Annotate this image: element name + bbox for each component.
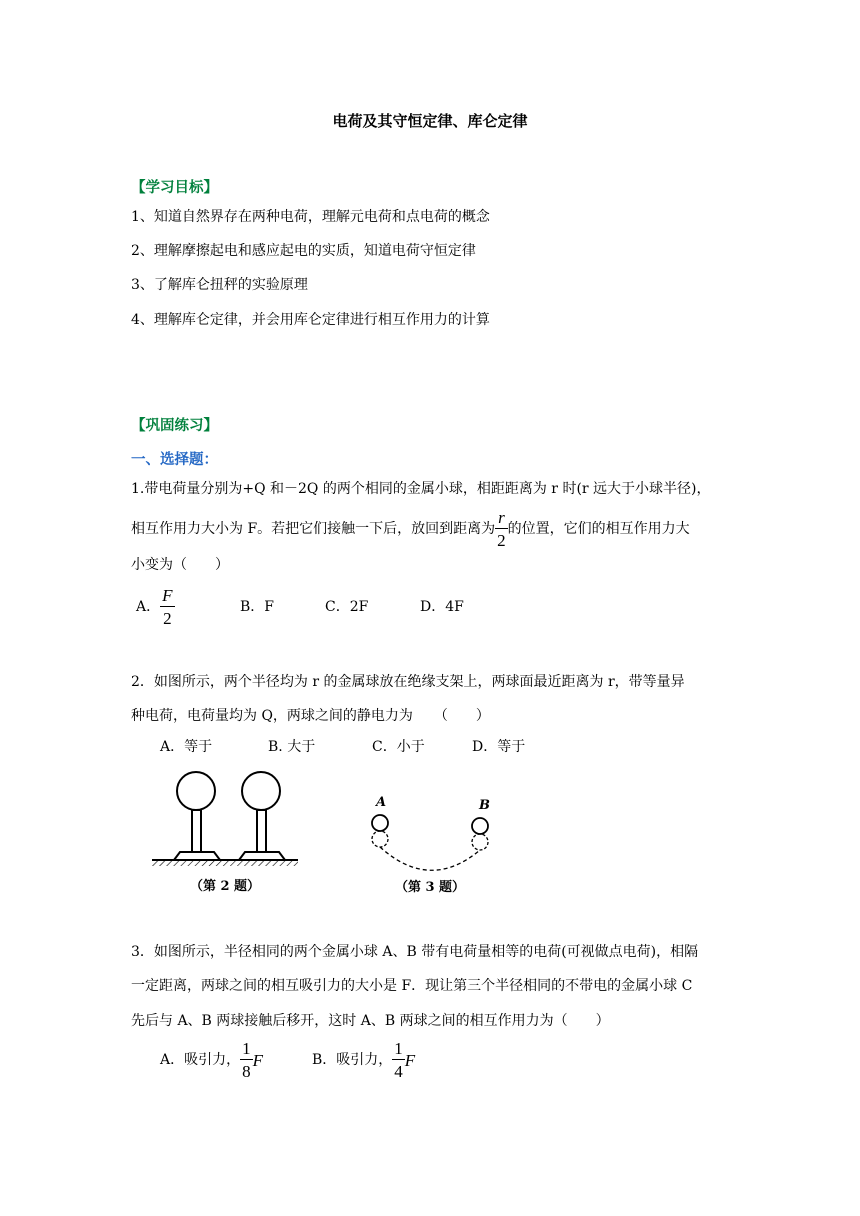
- right-stand: [257, 810, 266, 852]
- objective-item: 2、理解摩擦起电和感应起电的实质，知道电荷守恒定律: [131, 243, 476, 259]
- one-quarter-fraction: [392, 1040, 405, 1080]
- force-variable: F: [252, 1050, 264, 1070]
- sphere-a: [372, 815, 388, 831]
- fraction-numerator: F: [162, 586, 173, 605]
- fraction-denominator: 2: [163, 609, 172, 628]
- left-sphere: [177, 772, 215, 810]
- objective-item: 1、知道自然界存在两种电荷，理解元电荷和点电荷的概念: [131, 209, 490, 225]
- figure-q3-path: [355, 770, 505, 895]
- objectives-heading: 【学习目标】: [131, 179, 218, 196]
- q1-line2-post: 的位置，它们的相互作用力大: [507, 521, 690, 537]
- q2-line2: 种电荷，电荷量均为 Q，两球之间的静电力为 （ ）: [131, 708, 490, 724]
- fraction-numerator: r: [495, 509, 508, 529]
- right-base: [239, 852, 285, 860]
- objective-item: 4、理解库仑定律，并会用库仑定律进行相互作用力的计算: [131, 312, 490, 328]
- q3-option-a: [160, 1040, 263, 1080]
- figure-caption: （第 3 题）: [394, 880, 466, 895]
- option-label: A．: [136, 599, 161, 615]
- left-stand: [192, 810, 201, 852]
- q3-line3: 先后与 A、B 两球接触后移开，这时 A、B 两球之间的相互作用力为（ ）: [131, 1013, 610, 1029]
- q2-option-b: B. 大于: [268, 739, 316, 755]
- q3-option-b: [312, 1040, 415, 1080]
- sphere-b: [472, 818, 488, 834]
- q2-option-a: A．等于: [160, 739, 213, 755]
- label-a: A: [376, 795, 387, 810]
- f-over-2-fraction: [160, 587, 174, 627]
- r-over-2-fraction: [495, 509, 508, 549]
- q1-option-b: B．F: [240, 599, 275, 615]
- page-title: 电荷及其守恒定律、库仑定律: [332, 112, 528, 130]
- q3-line2: 一定距离，两球之间的相互吸引力的大小是 F．现让第三个半径相同的不带电的金属小球 C: [131, 978, 693, 994]
- path-arc: [380, 847, 480, 870]
- q1-line1: 1.带电荷量分别为+Q 和－2Q 的两个相同的金属小球，相距距离为 r 时(r 远大于小球半径)，: [131, 481, 711, 497]
- force-variable: F: [404, 1050, 416, 1070]
- q2-option-d: D．等于: [472, 739, 526, 755]
- sphere-c-at-b: [472, 834, 488, 850]
- q1-line2: [131, 509, 690, 549]
- q2-option-c: C．小于: [372, 739, 425, 755]
- fraction-denominator: 4: [394, 1062, 403, 1081]
- figure-q2-spheres: [150, 762, 300, 897]
- fraction-denominator: 8: [242, 1062, 251, 1081]
- one-eighth-fraction: [240, 1040, 253, 1080]
- section-heading: 一、选择题：: [131, 451, 218, 468]
- q1-option-a: [136, 587, 175, 627]
- label-b: B: [479, 798, 490, 813]
- q3-line1: 3．如图所示，半径相同的两个金属小球 A、B 带有电荷量相等的电荷(可视做点电荷)，相隔: [131, 944, 699, 960]
- left-base: [174, 852, 220, 860]
- q2-line1: 2．如图所示，两个半径均为 r 的金属球放在绝缘支架上，两球面最近距离为 r，带等量异: [131, 674, 685, 690]
- fraction-numerator: 1: [394, 1039, 403, 1058]
- figure-caption: （第 2 题）: [189, 879, 261, 894]
- q1-line2-pre: 相互作用力大小为 F。若把它们接触一下后，放回到距离为: [131, 521, 496, 537]
- right-sphere: [242, 772, 280, 810]
- option-label: B．吸引力，: [312, 1052, 393, 1068]
- fraction-numerator: 1: [242, 1039, 251, 1058]
- fraction-denominator: 2: [497, 531, 506, 550]
- sphere-c-at-a: [372, 831, 388, 847]
- q1-line3: 小变为（ ）: [131, 557, 229, 573]
- option-label: A．吸引力，: [160, 1052, 241, 1068]
- q1-option-d: D．4F: [420, 599, 464, 615]
- q1-option-c: C．2F: [325, 599, 369, 615]
- practice-heading: 【巩固练习】: [131, 417, 218, 434]
- objective-item: 3、了解库仑扭秤的实验原理: [131, 277, 308, 293]
